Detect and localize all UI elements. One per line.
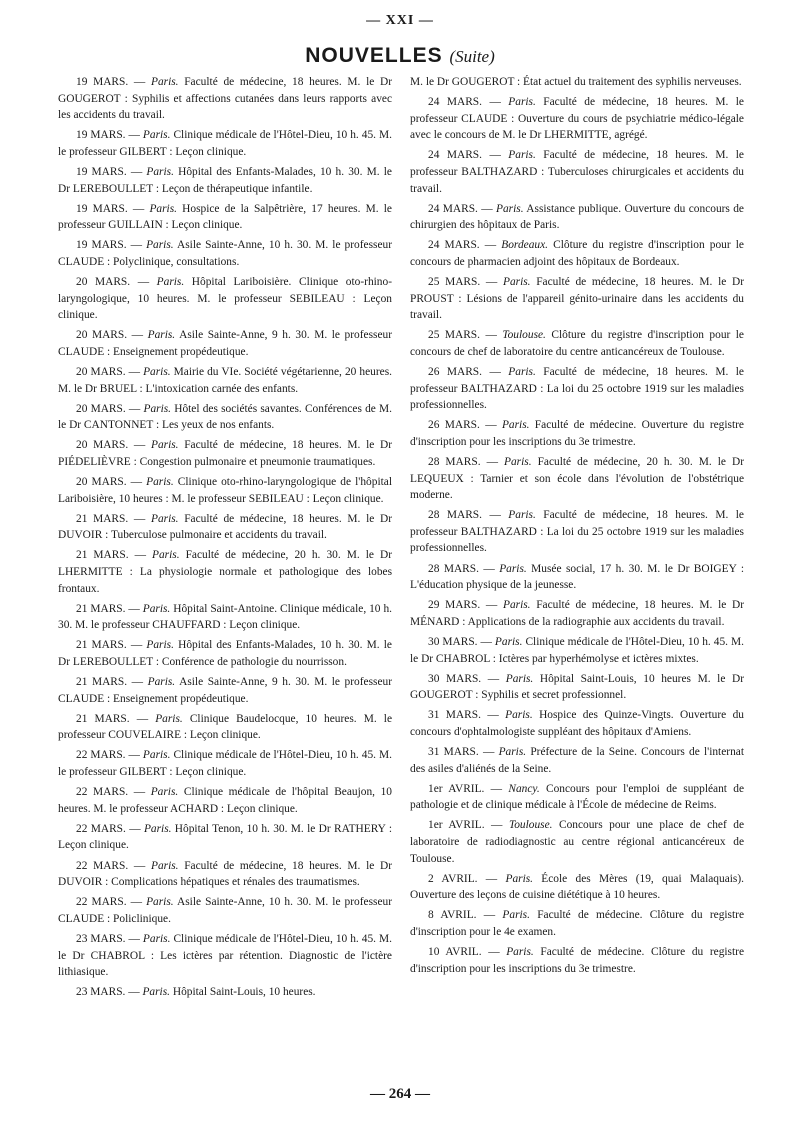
news-entry (410, 781, 744, 814)
entry-city: Paris. (151, 859, 179, 872)
news-entry (410, 597, 744, 630)
entry-date: 28 MARS. — (428, 455, 505, 468)
entry-city: Paris. (146, 165, 174, 178)
news-entry (410, 274, 744, 324)
entry-city: Paris. (142, 932, 171, 945)
news-entry (58, 364, 392, 397)
entry-text: Faculté de médecine, 18 heures. M. le Dr GOUGEROT : Syphilis et affections cutanées dans leurs rapports avec les accidents du travail. (58, 76, 392, 122)
entry-date: 31 MARS. — (428, 709, 506, 722)
entry-text: Musée social, 17 h. 30. M. le Dr BOIGEY : L'éducation physique de la jeunesse. (410, 562, 744, 592)
entry-city: Paris. (147, 329, 176, 342)
entry-city: Paris. (155, 712, 183, 725)
page-roman-numeral: — XXI — (366, 13, 434, 28)
entry-city: Paris. (508, 509, 536, 522)
news-entry (58, 984, 392, 1001)
news-entry (58, 437, 392, 470)
entry-city: Bordeaux. (501, 239, 548, 252)
news-entry (410, 634, 744, 667)
entry-date: 25 MARS. — (428, 329, 503, 342)
news-entry (410, 707, 744, 740)
entry-date: 10 AVRIL. — (428, 946, 507, 958)
entry-date: 8 AVRIL. — (428, 909, 503, 922)
entry-date: 20 MARS. — (76, 439, 151, 452)
entry-text: Concours pour une place de chef de laboratoire de radiodiagnostic au centre régional anticancéreux de Toulouse. (410, 819, 744, 865)
left-column (58, 74, 392, 1004)
entry-date: 29 MARS. — (428, 599, 503, 612)
news-entry (58, 474, 392, 507)
news-entry (58, 274, 392, 324)
news-entry (410, 871, 744, 904)
entry-city: Paris. (505, 709, 533, 722)
entry-text: Hôpital des Enfants-Malades, 10 h. 30. M. le Dr LEREBOULLET : Leçon de thérapeutique infantile. (58, 165, 392, 195)
entry-city: Paris. (146, 239, 174, 252)
news-entry (410, 944, 744, 977)
entry-text: Faculté de médecine, 18 heures. M. le professeur CLAUDE : Ouverture du cours de psychiatrie médico-légale avec le concours de M. le Dr LHERMITTE, agrégé. (410, 96, 744, 142)
entry-date: 21 MARS. — (76, 602, 143, 615)
entry-city: Paris. (151, 512, 179, 525)
entry-date: 20 MARS. — (76, 366, 144, 378)
entry-text: Clinique médicale de l'hôpital Beaujon, 10 heures. M. le professeur ACHARD : Leçon clinique. (58, 786, 392, 815)
entry-text: Faculté de médecine, 18 heures. M. le Dr PIÉDELIÈVRE : Congestion pulmonaire et pneumonie traumatiques. (58, 439, 392, 468)
news-entry (58, 401, 392, 434)
entry-text: Clinique oto-rhino-laryngologique de l'hôpital Lariboisière, 10 heures : M. le professeur SEBILEAU : Leçon clinique. (58, 476, 392, 505)
entry-city: Paris. (152, 549, 180, 562)
entry-text: Hôpital Saint-Louis, 10 heures. (170, 986, 316, 999)
entry-city: Paris. (150, 786, 179, 799)
news-entry (58, 858, 392, 891)
entry-text: Hôtel des sociétés savantes. Conférences de M. le Dr CANTONNET : Les yeux de nos enfants. (58, 402, 392, 432)
entry-city: Paris. (508, 149, 536, 162)
news-entry (58, 637, 392, 670)
entry-date: 19 MARS. — (76, 129, 143, 142)
entry-city: Nancy. (508, 782, 540, 795)
page-number: — 264 — (370, 1086, 430, 1102)
news-entry (410, 744, 744, 777)
entry-date: 19 MARS. — (76, 202, 150, 215)
entry-date: 1er AVRIL. — (428, 782, 509, 795)
entry-text: Faculté de médecine, 18 heures. M. le professeur BALTHAZARD : Tuberculoses chirurgicales et accidents du travail. (410, 149, 744, 195)
entry-date: 21 MARS. — (76, 676, 148, 689)
news-entry (58, 784, 392, 817)
entry-city: Paris. (142, 986, 170, 999)
section-title-text: NOUVELLES (305, 44, 443, 67)
news-entry (58, 601, 392, 634)
entry-city: Paris. (498, 745, 527, 758)
entry-city: Paris. (503, 276, 531, 289)
section-title (0, 44, 800, 68)
news-entry (58, 327, 392, 360)
entry-date: 24 MARS. — (428, 96, 509, 109)
entry-text: Hôpital Saint-Louis, 10 heures M. le Dr GOUGEROT : Syphilis et secret professionnel. (410, 672, 744, 702)
entry-text: Faculté de médecine, 18 heures. M. le Dr DUVOIR : Tuberculose pulmonaire et accidents du travail. (58, 512, 392, 542)
entry-date: 20 MARS. — (76, 329, 148, 342)
entry-date: 21 MARS. — (76, 549, 153, 562)
news-entry (58, 674, 392, 707)
news-entry (58, 164, 392, 197)
entry-date: 19 MARS. — (76, 76, 151, 88)
entry-date: 23 MARS. — (76, 986, 143, 999)
entry-text: Hospice des Quinze-Vingts. Ouverture du concours d'ophtalmologiste suppléant des hôpitaux d'Amiens. (410, 709, 744, 738)
entry-text: Asile Sainte-Anne, 9 h. 30. M. le professeur CLAUDE : Enseignement propédeutique. (58, 676, 392, 705)
entry-text: Clinique Baudelocque, 10 heures. M. le professeur COUVELAIRE : Leçon clinique. (58, 712, 392, 742)
section-title-suite: (Suite) (449, 47, 495, 66)
news-entry (58, 821, 392, 854)
entry-date: 24 MARS. — (428, 202, 497, 215)
entry-date: 20 MARS. — (76, 276, 157, 289)
entry-text: Mairie du VIe. Société végétarienne, 20 heures. M. le Dr BRUEL : L'intoxication carnée des enfants. (58, 366, 392, 395)
entry-city: Paris. (146, 639, 174, 652)
entry-date: 20 MARS. — (76, 402, 144, 415)
entry-date: 22 MARS. — (76, 822, 144, 835)
entry-city: Paris. (142, 749, 171, 762)
entry-city: Toulouse. (508, 819, 553, 832)
news-entry (410, 74, 744, 91)
entry-city: Paris. (143, 402, 172, 415)
entry-date: 21 MARS. — (76, 712, 156, 725)
news-entry (58, 201, 392, 234)
entry-text: Assistance publique. Ouverture du concours de chirurgien des hôpitaux de Paris. (410, 202, 744, 232)
entry-city: Paris. (503, 599, 531, 612)
news-entry (410, 671, 744, 704)
entry-text: Hôpital Lariboisière. Clinique oto-rhino-laryngologique, 10 heures. M. le professeur SEBILEAU : Leçon clinique. (58, 276, 392, 322)
news-entry (58, 237, 392, 270)
entry-date: 22 MARS. — (76, 749, 143, 762)
entry-date: 24 MARS. — (428, 239, 502, 252)
entry-city: Paris. (156, 276, 185, 289)
entry-date: 28 MARS. — (428, 509, 509, 522)
entry-city: Paris. (508, 366, 536, 378)
news-entry (58, 511, 392, 544)
entry-city: Toulouse. (502, 329, 546, 342)
entry-text: Clôture du registre d'inscription pour le concours de chef de laboratoire du centre anticancéreux de Toulouse. (410, 329, 744, 358)
entry-date: 19 MARS. — (76, 239, 147, 252)
entry-city: Paris. (501, 419, 530, 432)
entry-city: Paris. (147, 676, 176, 689)
news-entry (410, 147, 744, 197)
entry-city: Paris. (504, 455, 532, 468)
news-entry (410, 327, 744, 360)
entry-text: Asile Sainte-Anne, 10 h. 30. M. le professeur CLAUDE : Policlinique. (58, 896, 392, 925)
entry-text: Faculté de médecine. Clôture du registre d'inscription pour les inscriptions du 3e trimestre. (410, 946, 744, 975)
entry-text: Asile Sainte-Anne, 10 h. 30. M. le professeur CLAUDE : Polyclinique, consultations. (58, 239, 392, 268)
entry-city: Paris. (151, 76, 179, 88)
entry-text: Faculté de médecine, 18 heures. M. le Dr DUVOIR : Complications hépatiques et rénales des traumatismes. (58, 859, 392, 889)
entry-text: Clinique médicale de l'Hôtel-Dieu, 10 h. 45. M. le Dr CHABROL : Ictères par hyperhémolyse et ictères mixtes. (410, 635, 744, 665)
entry-text: Faculté de médecine, 18 heures. M. le professeur BALTHAZARD : La loi du 25 octobre 1919 sur les maladies professionnelles. (410, 366, 744, 412)
news-entry (410, 561, 744, 594)
news-entry (58, 931, 392, 981)
news-entry (410, 237, 744, 270)
entry-text: Faculté de médecine, 20 h. 30. M. le Dr LEQUEUX : Tarnier et son école dans l'évolution de l'obstétrique moderne. (410, 455, 744, 502)
entry-date: 26 MARS. — (428, 366, 509, 378)
entry-text: Faculté de médecine, 18 heures. M. le Dr PROUST : Lésions de l'appareil génito-urinaire dans les accidents du travail. (410, 276, 744, 322)
entry-date: 25 MARS. — (428, 276, 503, 289)
news-entry (410, 364, 744, 414)
entry-date: 2 AVRIL. — (428, 872, 506, 885)
entry-text: Faculté de médecine. Clôture du registre d'inscription pour le 4e examen. (410, 909, 744, 938)
entry-text: Clôture du registre d'inscription pour le concours de pharmacien adjoint des hôpitaux de Bordeaux. (410, 239, 744, 268)
entry-date: 24 MARS. — (428, 149, 509, 162)
entry-date: 30 MARS. — (428, 635, 495, 648)
news-entry (410, 507, 744, 557)
entry-city: Paris. (505, 872, 534, 885)
entry-text: Hôpital des Enfants-Malades, 10 h. 30. M. le Dr LEREBOULLET : Conférence de pathologie du nourrisson. (58, 639, 392, 668)
entry-text: École des Mères (19, quai Malaquais). Ouverture des leçons de cuisine diététique à 10 heures. (410, 872, 744, 902)
news-entry (410, 201, 744, 234)
entry-city: Paris. (502, 909, 530, 922)
news-entry (58, 711, 392, 744)
entry-date: 20 MARS. — (76, 476, 147, 489)
news-entry (58, 127, 392, 160)
entry-text: Hôpital Tenon, 10 h. 30. M. le Dr RATHERY : Leçon clinique. (58, 822, 392, 852)
entry-text: M. le Dr GOUGEROT : État actuel du traitement des syphilis nerveuses. (410, 76, 742, 88)
entry-date: 19 MARS. — (76, 165, 147, 178)
entry-date: 22 MARS. — (76, 786, 151, 799)
entry-date: 23 MARS. — (76, 932, 143, 945)
entry-city: Paris. (143, 366, 171, 378)
entry-date: 28 MARS. — (428, 562, 500, 575)
news-entry (410, 454, 744, 504)
entry-date: 22 MARS. — (76, 896, 147, 909)
entry-text: Clinique médicale de l'Hôtel-Dieu, 10 h. 45. M. le Dr CHABROL : Les ictères par rétention. Diagnostic de l'ictère lithiasique. (58, 932, 392, 979)
entry-text: Asile Sainte-Anne, 9 h. 30. M. le professeur CLAUDE : Enseignement propédeutique. (58, 329, 392, 358)
entry-city: Paris. (496, 202, 524, 215)
entry-date: 1er AVRIL. — (428, 819, 509, 832)
entry-text: Faculté de médecine, 20 h. 30. M. le Dr LHERMITTE : La physiologie normale et pathologique des lobes frontaux. (58, 549, 392, 595)
entry-city: Paris. (142, 129, 171, 142)
entry-date: 26 MARS. — (428, 419, 502, 432)
entry-city: Paris. (499, 562, 527, 575)
entry-city: Paris. (146, 896, 174, 909)
entry-text: Clinique médicale de l'Hôtel-Dieu, 10 h. 45. M. le professeur GILBERT : Leçon clinique. (58, 129, 392, 158)
entry-city: Paris. (146, 476, 174, 489)
entry-text: Préfecture de la Seine. Concours de l'internat des asiles d'aliénés de la Seine. (410, 745, 744, 775)
entry-text: Hospice de la Salpêtrière, 17 heures. M. le professeur GUILLAIN : Leçon clinique. (58, 202, 392, 232)
entry-text: Faculté de médecine, 18 heures. M. le Dr MÉNARD : Applications de la radiographie aux accidents du travail. (410, 599, 744, 628)
entry-date: 31 MARS. — (428, 745, 499, 758)
entry-text: Faculté de médecine, 18 heures. M. le professeur BALTHAZARD : La loi du 25 octobre 1919 sur les maladies professionnelles. (410, 509, 744, 555)
entry-city: Paris. (142, 602, 171, 615)
entry-date: 30 MARS. — (428, 672, 506, 685)
news-entry (410, 94, 744, 144)
right-column (410, 74, 744, 981)
news-entry (58, 74, 392, 124)
entry-text: Concours pour l'emploi de suppléant de pathologie et de clinique médicale à l'École de médecine de Reims. (410, 782, 745, 812)
news-entry (410, 417, 744, 450)
entry-city: Paris. (506, 946, 534, 958)
entry-city: Paris. (494, 635, 523, 648)
news-entry (58, 747, 392, 780)
news-entry (58, 894, 392, 927)
entry-date: 21 MARS. — (76, 512, 151, 525)
entry-city: Paris. (143, 822, 172, 835)
entry-date: 22 MARS. — (76, 859, 151, 872)
news-entry (410, 907, 744, 940)
entry-city: Paris. (151, 439, 179, 452)
news-entry (410, 817, 744, 867)
entry-city: Paris. (149, 202, 177, 215)
entry-date: 21 MARS. — (76, 639, 147, 652)
entry-city: Paris. (508, 96, 536, 109)
entry-text: Hôpital Saint-Antoine. Clinique médicale, 10 h. 30. M. le professeur CHAUFFARD : Leçon clinique. (58, 602, 392, 632)
entry-text: Clinique médicale de l'Hôtel-Dieu, 10 h. 45. M. le professeur GILBERT : Leçon clinique. (58, 749, 392, 779)
entry-city: Paris. (505, 672, 534, 685)
entry-text: Faculté de médecine. Ouverture du registre d'inscription pour les inscriptions du 3e trimestre. (410, 419, 744, 448)
news-entry (58, 547, 392, 597)
